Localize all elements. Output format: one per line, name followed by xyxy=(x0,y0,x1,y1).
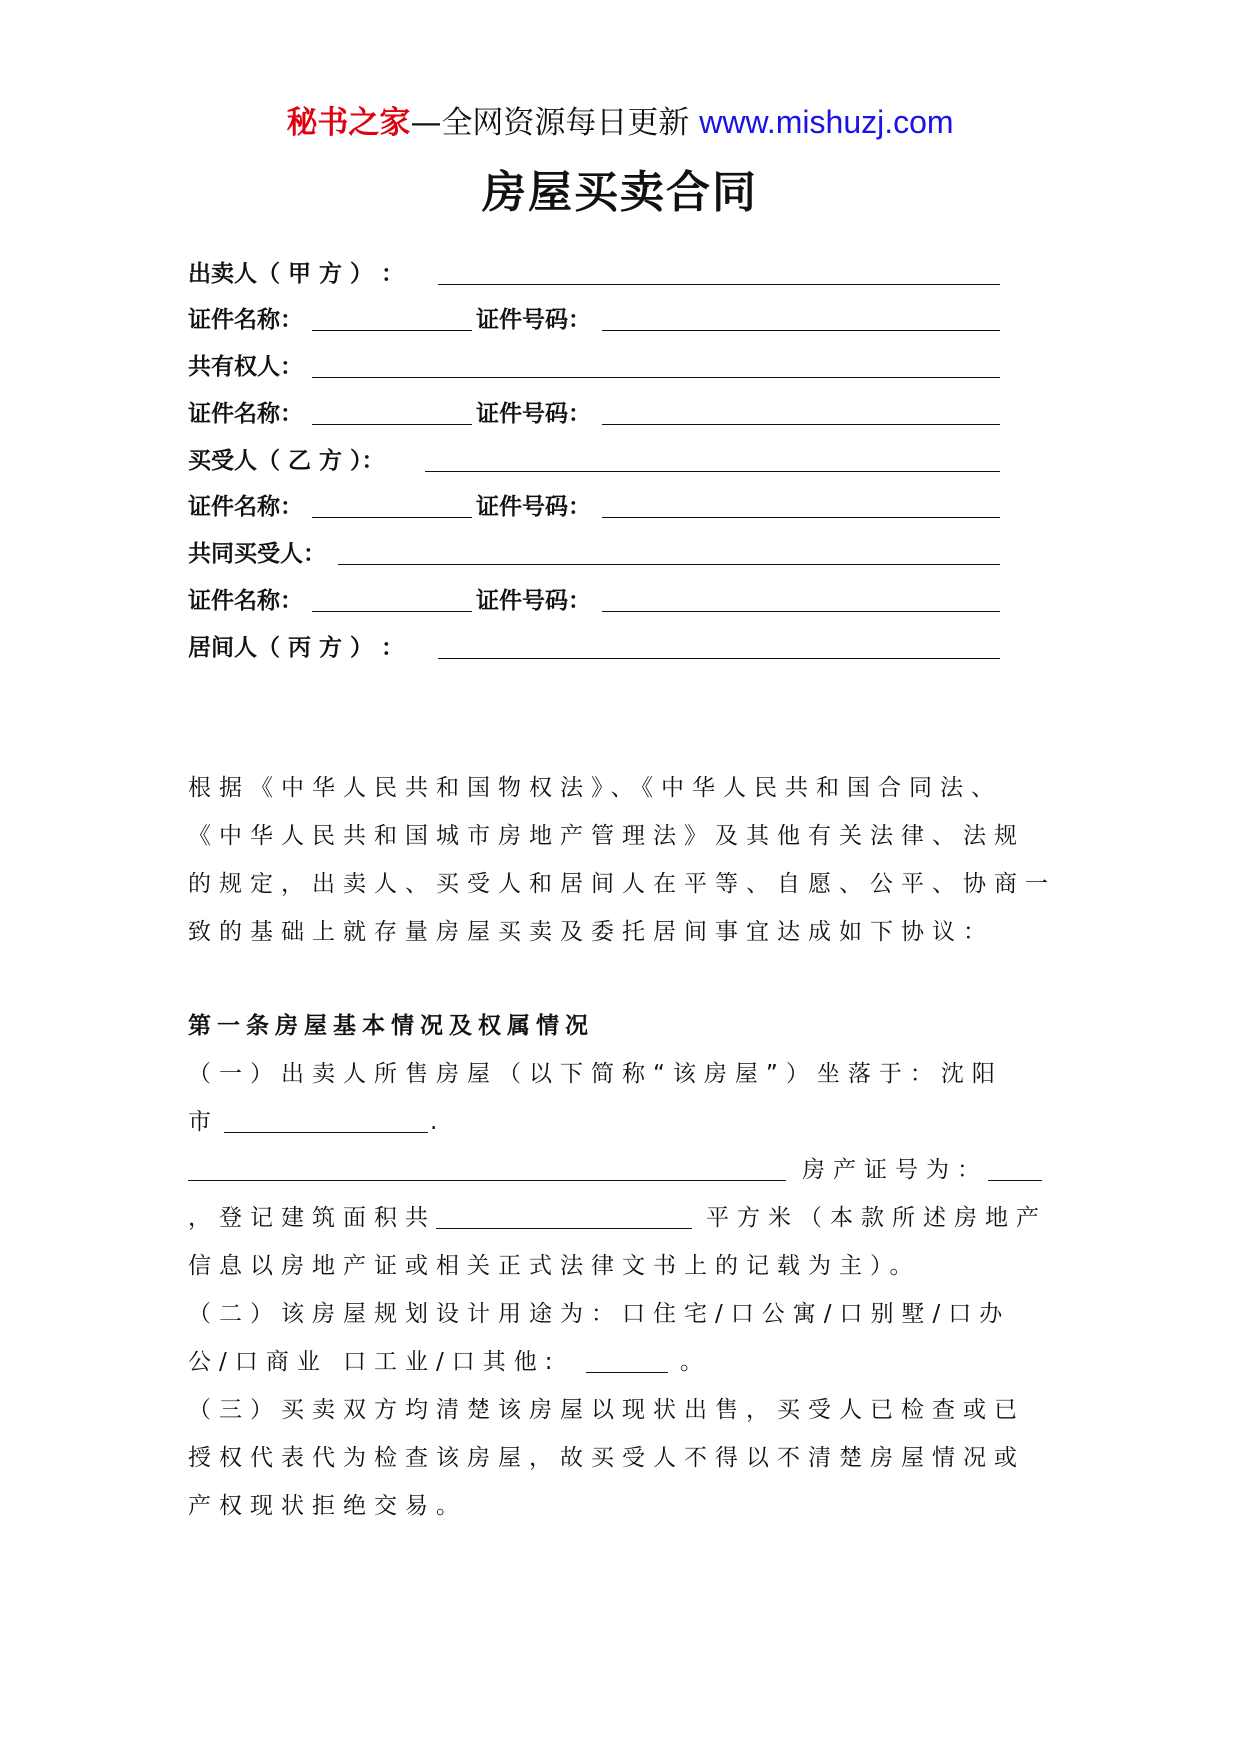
buyer-id-number-blank[interactable] xyxy=(602,517,1000,518)
city-blank[interactable] xyxy=(224,1132,428,1133)
area-unit-text: 平方米（本款所述房地产 xyxy=(706,1205,1047,1231)
article-1-p3-line-1: （三）买卖双方均清楚该房屋以现状出售，买受人已检查或已 xyxy=(188,1397,1025,1423)
broker-label: 居间人（ 丙 方 ） ： xyxy=(188,635,405,661)
preamble-line-4: 致的基础上就存量房屋买卖及委托居间事宜达成如下协议： xyxy=(188,919,994,945)
article-1-city-label: 市 xyxy=(188,1109,219,1135)
document-title: 房屋买卖合同 xyxy=(482,167,758,218)
site-tagline: —全网资源每日更新 xyxy=(410,105,690,141)
co-buyer-label: 共同买受人： xyxy=(188,541,326,567)
co-owner-id-name-blank[interactable] xyxy=(312,424,472,425)
seller-id-number-blank[interactable] xyxy=(602,330,1000,331)
seller-blank[interactable] xyxy=(438,284,1000,285)
article-1-p1-line-4: 信息以房地产证或相关正式法律文书上的记载为主）。 xyxy=(188,1253,921,1279)
buyer-id-name-label: 证件名称： xyxy=(188,494,303,520)
area-label: ，登记建筑面积共 xyxy=(188,1205,436,1231)
article-1-p3-line-2: 授权代表代为检查该房屋，故买受人不得以不清楚房屋情况或 xyxy=(188,1445,1025,1471)
article-1-p3-line-3: 产权现状拒绝交易。 xyxy=(188,1493,467,1519)
address-blank[interactable] xyxy=(188,1180,786,1181)
other-use-blank[interactable] xyxy=(586,1372,668,1373)
buyer-label: 买受人（ 乙 方 ）： xyxy=(188,448,385,474)
preamble-line-3: 的规定，出卖人、买受人和居间人在平等、自愿、公平、协商一 xyxy=(188,871,1056,897)
article-1-p2-line-2: 公/口商业 口工业/口其他: xyxy=(188,1349,561,1375)
co-buyer-id-name-blank[interactable] xyxy=(312,611,472,612)
article-1-heading: 第一条房屋基本情况及权属情况 xyxy=(188,1013,594,1039)
city-dot: . xyxy=(430,1109,446,1135)
cert-number-label: 房产证号为： xyxy=(802,1157,988,1183)
seller-id-number-label: 证件号码： xyxy=(476,307,591,333)
seller-id-name-label: 证件名称： xyxy=(188,307,303,333)
site-url[interactable]: www.mishuzj.com xyxy=(699,104,954,140)
cert-number-blank[interactable] xyxy=(988,1180,1042,1181)
area-blank[interactable] xyxy=(436,1228,692,1229)
co-owner-id-number-label: 证件号码： xyxy=(476,401,591,427)
co-owner-label: 共有权人： xyxy=(188,354,303,380)
co-owner-id-name-label: 证件名称： xyxy=(188,401,303,427)
co-owner-blank[interactable] xyxy=(312,377,1000,378)
article-1-p2-line-1: （二）该房屋规划设计用途为：口住宅/口公寓/口别墅/口办 xyxy=(188,1301,1011,1327)
buyer-id-name-blank[interactable] xyxy=(312,517,472,518)
site-brand: 秘书之家 xyxy=(286,105,411,141)
article-1-p1-line-1: （一）出卖人所售房屋（以下简称“该房屋”）坐落于：沈阳 xyxy=(188,1061,1003,1087)
site-header xyxy=(0,100,1240,145)
preamble-line-2: 《中华人民共和国城市房地产管理法》及其他有关法律、法规 xyxy=(188,823,1025,849)
co-buyer-blank[interactable] xyxy=(338,564,1000,565)
article-1-p2-end: 。 xyxy=(680,1349,711,1375)
buyer-id-number-label: 证件号码： xyxy=(476,494,591,520)
co-buyer-id-number-blank[interactable] xyxy=(602,611,1000,612)
co-buyer-id-number-label: 证件号码： xyxy=(476,588,591,614)
co-buyer-id-name-label: 证件名称： xyxy=(188,588,303,614)
buyer-blank[interactable] xyxy=(425,471,1000,472)
seller-id-name-blank[interactable] xyxy=(312,330,472,331)
seller-label: 出卖人（ 甲 方 ） ： xyxy=(188,261,405,287)
broker-blank[interactable] xyxy=(438,658,1000,659)
preamble-line-1: 根据《中华人民共和国物权法》、《中华人民共和国合同法、 xyxy=(188,775,1002,801)
co-owner-id-number-blank[interactable] xyxy=(602,424,1000,425)
